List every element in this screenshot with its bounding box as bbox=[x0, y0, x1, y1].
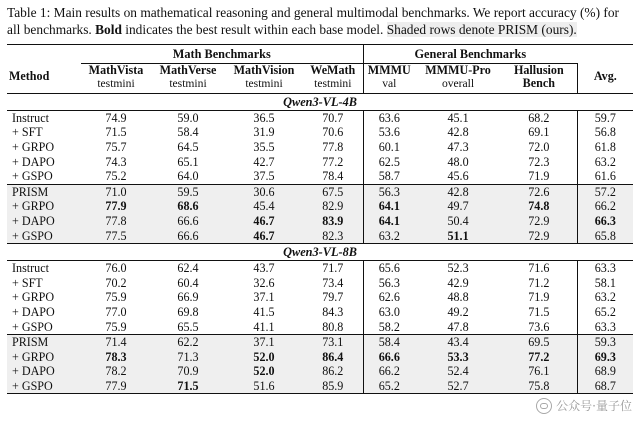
score-cell: 69.1 bbox=[528, 125, 550, 140]
model-title: Qwen3-VL-8B bbox=[7, 244, 633, 261]
mmmu-name: MMMU bbox=[367, 62, 411, 77]
score-cell: 71.5 bbox=[528, 304, 550, 319]
score-cell: 46.7 bbox=[225, 229, 303, 244]
score-cell: 60.1 bbox=[363, 140, 415, 155]
score-cell: 47.8 bbox=[447, 319, 469, 334]
score-cell: 65.1 bbox=[177, 154, 199, 169]
score-cell: 58.7 bbox=[363, 169, 415, 184]
score-cell: 62.6 bbox=[363, 290, 415, 305]
score-cell: 36.5 bbox=[253, 110, 275, 125]
caption-bold-word: Bold bbox=[95, 22, 122, 37]
score-cell: 71.2 bbox=[528, 275, 550, 290]
score-cell: 82.9 bbox=[303, 199, 363, 214]
score-cell: 74.3 bbox=[105, 154, 127, 169]
mathvista-column-header bbox=[81, 63, 151, 93]
score-cell: 56.3 bbox=[363, 184, 415, 199]
method-cell: + DAPO bbox=[12, 154, 55, 169]
score-cell: 74.8 bbox=[501, 199, 577, 214]
mathverse-name: MathVerse bbox=[159, 62, 217, 77]
score-cell: 35.5 bbox=[253, 139, 275, 154]
score-cell: 58.4 bbox=[363, 335, 415, 350]
table-row bbox=[7, 214, 633, 229]
method-cell: + DAPO bbox=[7, 364, 81, 379]
avg-cell: 63.3 bbox=[577, 320, 633, 335]
score-cell: 75.8 bbox=[501, 379, 577, 394]
score-cell: 31.9 bbox=[253, 125, 275, 140]
method-cell: + DAPO bbox=[7, 214, 81, 229]
mathvista-split: testmini bbox=[97, 77, 135, 91]
score-cell: 78.4 bbox=[322, 169, 344, 184]
score-cell: 80.8 bbox=[322, 319, 344, 334]
score-cell: 77.8 bbox=[81, 214, 151, 229]
score-cell: 62.5 bbox=[363, 155, 415, 170]
score-cell: 72.3 bbox=[528, 154, 550, 169]
model-section-header bbox=[7, 244, 633, 261]
score-cell: 75.9 bbox=[105, 319, 127, 334]
avg-cell: 61.8 bbox=[577, 140, 633, 155]
score-cell: 51.6 bbox=[225, 379, 303, 394]
score-cell: 83.9 bbox=[303, 214, 363, 229]
score-cell: 72.0 bbox=[528, 139, 550, 154]
model-title: Qwen3-VL-4B bbox=[7, 93, 633, 110]
score-cell: 60.4 bbox=[177, 275, 199, 290]
method-cell: + GRPO bbox=[7, 199, 81, 214]
score-cell: 77.8 bbox=[322, 139, 344, 154]
score-cell: 77.2 bbox=[501, 350, 577, 365]
score-cell: 45.6 bbox=[447, 169, 469, 184]
score-cell: 52.0 bbox=[225, 350, 303, 365]
mathvision-name: MathVision bbox=[233, 62, 295, 77]
score-cell: 63.2 bbox=[363, 229, 415, 244]
score-cell: 30.6 bbox=[225, 184, 303, 199]
score-cell: 65.2 bbox=[363, 379, 415, 394]
score-cell: 77.9 bbox=[81, 199, 151, 214]
avg-column-header: Avg. bbox=[577, 63, 633, 93]
score-cell: 42.8 bbox=[415, 184, 501, 199]
table-row bbox=[7, 184, 633, 199]
score-cell: 71.9 bbox=[528, 290, 550, 305]
hallusion-name: Hallusion bbox=[513, 62, 564, 77]
table-row bbox=[7, 229, 633, 244]
score-cell: 49.2 bbox=[447, 304, 469, 319]
table-row bbox=[7, 110, 633, 125]
score-cell: 51.1 bbox=[415, 229, 501, 244]
score-cell: 52.0 bbox=[225, 364, 303, 379]
score-cell: 43.4 bbox=[415, 335, 501, 350]
score-cell: 48.0 bbox=[447, 154, 469, 169]
score-cell: 84.3 bbox=[322, 304, 344, 319]
score-cell: 56.3 bbox=[363, 276, 415, 291]
score-cell: 52.3 bbox=[447, 261, 469, 276]
score-cell: 79.7 bbox=[322, 290, 344, 305]
score-cell: 76.1 bbox=[501, 364, 577, 379]
score-cell: 37.1 bbox=[225, 335, 303, 350]
score-cell: 68.2 bbox=[528, 110, 550, 125]
score-cell: 45.1 bbox=[447, 110, 469, 125]
score-cell: 76.0 bbox=[105, 261, 127, 276]
score-cell: 59.5 bbox=[151, 184, 225, 199]
score-cell: 64.1 bbox=[363, 214, 415, 229]
method-cell: + GRPO bbox=[12, 139, 55, 154]
score-cell: 74.9 bbox=[105, 110, 127, 125]
wemath-column-header bbox=[303, 63, 363, 93]
score-cell: 72.9 bbox=[501, 214, 577, 229]
table-row bbox=[7, 379, 633, 394]
score-cell: 70.9 bbox=[151, 364, 225, 379]
score-cell: 71.5 bbox=[105, 125, 127, 140]
method-cell: + GRPO bbox=[7, 350, 81, 365]
score-cell: 46.7 bbox=[225, 214, 303, 229]
avg-cell: 68.9 bbox=[577, 364, 633, 379]
table-body bbox=[7, 93, 633, 394]
score-cell: 75.9 bbox=[105, 290, 127, 305]
score-cell: 71.6 bbox=[528, 261, 550, 276]
table-row bbox=[7, 364, 633, 379]
method-cell: PRISM bbox=[7, 335, 81, 350]
avg-cell: 57.2 bbox=[577, 184, 633, 199]
caption-shaded-note: Shaded rows denote PRISM (ours). bbox=[386, 22, 577, 37]
header-spacer bbox=[7, 45, 81, 64]
avg-cell: 63.2 bbox=[577, 290, 633, 305]
wemath-split: testmini bbox=[314, 77, 352, 91]
score-cell: 70.6 bbox=[322, 125, 344, 140]
method-cell: Instruct bbox=[12, 261, 49, 276]
watermark-text: 公众号·量子位 bbox=[556, 399, 632, 413]
avg-cell: 59.7 bbox=[577, 110, 633, 125]
mmmu-column-header bbox=[363, 63, 415, 93]
table-row bbox=[7, 335, 633, 350]
wechat-icon bbox=[536, 398, 552, 414]
score-cell: 58.2 bbox=[363, 320, 415, 335]
avg-cell: 61.6 bbox=[577, 169, 633, 184]
table-row bbox=[7, 320, 633, 335]
header-spacer-avg bbox=[577, 45, 633, 64]
score-cell: 48.8 bbox=[447, 290, 469, 305]
score-cell: 77.9 bbox=[81, 379, 151, 394]
method-column-header: Method bbox=[7, 63, 81, 93]
method-cell: + GSPO bbox=[12, 169, 53, 184]
score-cell: 64.1 bbox=[363, 199, 415, 214]
score-cell: 69.5 bbox=[501, 335, 577, 350]
mathverse-column-header bbox=[151, 63, 225, 93]
score-cell: 41.5 bbox=[253, 304, 275, 319]
score-cell: 62.2 bbox=[151, 335, 225, 350]
score-cell: 64.5 bbox=[177, 139, 199, 154]
avg-cell: 59.3 bbox=[577, 335, 633, 350]
score-cell: 77.2 bbox=[322, 154, 344, 169]
score-cell: 73.4 bbox=[322, 275, 344, 290]
score-cell: 42.8 bbox=[447, 125, 469, 140]
score-cell: 53.3 bbox=[415, 350, 501, 365]
math-benchmarks-header: Math Benchmarks bbox=[81, 45, 363, 64]
score-cell: 69.8 bbox=[177, 304, 199, 319]
mmmupro-column-header bbox=[415, 63, 501, 93]
table-row bbox=[7, 261, 633, 276]
score-cell: 66.6 bbox=[151, 214, 225, 229]
score-cell: 53.6 bbox=[363, 125, 415, 140]
avg-cell: 65.8 bbox=[577, 229, 633, 244]
table-row bbox=[7, 140, 633, 155]
score-cell: 75.7 bbox=[105, 139, 127, 154]
watermark bbox=[536, 397, 632, 414]
mathvista-name: MathVista bbox=[88, 62, 144, 77]
avg-cell: 56.8 bbox=[577, 125, 633, 140]
avg-cell: 69.3 bbox=[577, 350, 633, 365]
score-cell: 86.2 bbox=[303, 364, 363, 379]
mmmupro-split: overall bbox=[441, 77, 475, 91]
score-cell: 64.0 bbox=[177, 169, 199, 184]
score-cell: 73.1 bbox=[303, 335, 363, 350]
score-cell: 71.3 bbox=[151, 350, 225, 365]
score-cell: 67.5 bbox=[303, 184, 363, 199]
score-cell: 73.6 bbox=[528, 319, 550, 334]
score-cell: 37.1 bbox=[253, 290, 275, 305]
avg-cell: 58.1 bbox=[577, 276, 633, 291]
score-cell: 66.6 bbox=[151, 229, 225, 244]
caption-text: Table 1: Main results on mathematical reasoning and general multimodal benchmarks. We report accuracy (%) for all benchmarks. bbox=[7, 5, 619, 37]
score-cell: 52.7 bbox=[415, 379, 501, 394]
caption-text-2: indicates the best result within each base model. bbox=[121, 22, 387, 37]
method-cell: + GSPO bbox=[12, 319, 53, 334]
score-cell: 45.4 bbox=[225, 199, 303, 214]
general-benchmarks-header: General Benchmarks bbox=[363, 45, 577, 64]
score-cell: 75.2 bbox=[105, 169, 127, 184]
method-cell: + SFT bbox=[12, 125, 43, 140]
table-row bbox=[7, 199, 633, 214]
score-cell: 72.9 bbox=[501, 229, 577, 244]
score-cell: 71.7 bbox=[322, 261, 344, 276]
avg-cell: 66.3 bbox=[577, 214, 633, 229]
score-cell: 71.9 bbox=[528, 169, 550, 184]
score-cell: 65.6 bbox=[363, 261, 415, 276]
hallusion-column-header bbox=[501, 63, 577, 93]
score-cell: 52.4 bbox=[415, 364, 501, 379]
score-cell: 77.0 bbox=[105, 304, 127, 319]
table-row bbox=[7, 155, 633, 170]
score-cell: 42.7 bbox=[253, 154, 275, 169]
table-row bbox=[7, 125, 633, 140]
score-cell: 62.4 bbox=[177, 261, 199, 276]
mmmu-split: val bbox=[382, 77, 397, 91]
mmmupro-name: MMMU-Pro bbox=[425, 62, 491, 77]
table-row bbox=[7, 305, 633, 320]
score-cell: 49.7 bbox=[415, 199, 501, 214]
score-cell: 82.3 bbox=[303, 229, 363, 244]
score-cell: 66.9 bbox=[177, 290, 199, 305]
method-cell: + GRPO bbox=[12, 290, 55, 305]
score-cell: 66.6 bbox=[363, 350, 415, 365]
results-table bbox=[7, 44, 633, 394]
mathvision-split: testmini bbox=[245, 77, 283, 91]
method-cell: + DAPO bbox=[12, 304, 55, 319]
score-cell: 78.2 bbox=[81, 364, 151, 379]
avg-cell: 66.2 bbox=[577, 199, 633, 214]
table-row bbox=[7, 276, 633, 291]
model-section-header bbox=[7, 93, 633, 110]
avg-cell: 68.7 bbox=[577, 379, 633, 394]
score-cell: 50.4 bbox=[415, 214, 501, 229]
method-cell: PRISM bbox=[7, 184, 81, 199]
avg-cell: 63.2 bbox=[577, 155, 633, 170]
score-cell: 63.0 bbox=[363, 305, 415, 320]
score-cell: 85.9 bbox=[303, 379, 363, 394]
table-row bbox=[7, 350, 633, 365]
score-cell: 58.4 bbox=[177, 125, 199, 140]
score-cell: 59.0 bbox=[177, 110, 199, 125]
score-cell: 70.2 bbox=[105, 275, 127, 290]
mathverse-split: testmini bbox=[169, 77, 207, 91]
score-cell: 72.6 bbox=[501, 184, 577, 199]
score-cell: 71.5 bbox=[151, 379, 225, 394]
table-row bbox=[7, 290, 633, 305]
score-cell: 41.1 bbox=[253, 319, 275, 334]
hallusion-sub: Bench bbox=[522, 76, 555, 91]
table-caption bbox=[7, 4, 633, 38]
score-cell: 47.3 bbox=[447, 139, 469, 154]
score-cell: 65.5 bbox=[177, 319, 199, 334]
avg-cell: 63.3 bbox=[577, 261, 633, 276]
score-cell: 68.6 bbox=[151, 199, 225, 214]
score-cell: 77.5 bbox=[81, 229, 151, 244]
score-cell: 43.7 bbox=[253, 261, 275, 276]
method-cell: Instruct bbox=[12, 110, 49, 125]
score-cell: 42.9 bbox=[447, 275, 469, 290]
mathvision-column-header bbox=[225, 63, 303, 93]
score-cell: 86.4 bbox=[303, 350, 363, 365]
method-cell: + SFT bbox=[12, 275, 43, 290]
score-cell: 70.7 bbox=[322, 110, 344, 125]
score-cell: 71.4 bbox=[81, 335, 151, 350]
avg-cell: 65.2 bbox=[577, 305, 633, 320]
method-cell: + GSPO bbox=[7, 379, 81, 394]
score-cell: 32.6 bbox=[253, 275, 275, 290]
score-cell: 63.6 bbox=[363, 110, 415, 125]
table-row bbox=[7, 169, 633, 184]
score-cell: 78.3 bbox=[81, 350, 151, 365]
score-cell: 66.2 bbox=[363, 364, 415, 379]
score-cell: 71.0 bbox=[81, 184, 151, 199]
method-cell: + GSPO bbox=[7, 229, 81, 244]
score-cell: 37.5 bbox=[253, 169, 275, 184]
wemath-name: WeMath bbox=[310, 62, 356, 77]
